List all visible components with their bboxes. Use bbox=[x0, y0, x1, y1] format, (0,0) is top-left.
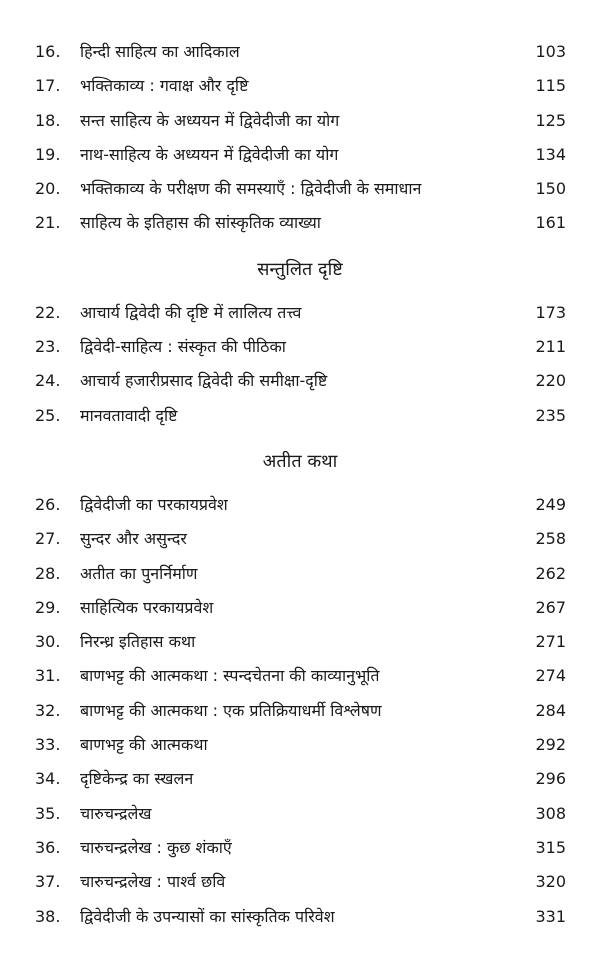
entry-page-number: 296 bbox=[535, 769, 566, 789]
toc-entry bbox=[0, 35, 600, 69]
entry-title: सन्त साहित्य के अध्ययन में द्विवेदीजी का योग bbox=[80, 110, 340, 130]
entry-number: 35. bbox=[35, 803, 61, 823]
toc-entry bbox=[0, 865, 600, 899]
entry-page-number: 103 bbox=[535, 42, 566, 61]
toc-entry bbox=[0, 694, 600, 728]
entry-page-number: 125 bbox=[535, 110, 566, 130]
entry-title: चारुचन्द्रलेख bbox=[80, 803, 152, 823]
toc-entry bbox=[0, 591, 600, 625]
entry-title: हिन्दी साहित्य का आदिकाल bbox=[80, 42, 240, 61]
toc-section bbox=[0, 445, 600, 934]
entry-page-number: 271 bbox=[535, 632, 566, 652]
toc-entry bbox=[0, 797, 600, 831]
toc-entry bbox=[0, 659, 600, 693]
entry-title: साहित्य के इतिहास की सांस्कृतिक व्याख्या bbox=[80, 213, 321, 233]
toc-entry bbox=[0, 488, 600, 522]
toc-entry bbox=[0, 831, 600, 865]
entry-number: 17. bbox=[35, 76, 61, 96]
entry-page-number: 315 bbox=[535, 837, 566, 857]
entry-page-number: 249 bbox=[535, 494, 566, 514]
entry-page-number: 274 bbox=[535, 666, 566, 686]
toc-entry bbox=[0, 138, 600, 172]
entry-title: चारुचन्द्रलेख : पार्श्व छवि bbox=[80, 872, 226, 892]
toc-entry bbox=[0, 728, 600, 762]
entry-page-number: 262 bbox=[535, 563, 566, 583]
entry-page-number: 161 bbox=[535, 213, 566, 233]
toc-entry bbox=[0, 172, 600, 206]
entry-title: द्विवेदी-साहित्य : संस्कृत की पीठिका bbox=[80, 337, 286, 357]
entry-page-number: 220 bbox=[535, 371, 566, 391]
entry-page-number: 150 bbox=[535, 179, 566, 199]
entry-number: 19. bbox=[35, 144, 61, 164]
entry-title: द्विवेदीजी के उपन्यासों का सांस्कृतिक परिवेश bbox=[80, 906, 335, 926]
entry-number: 26. bbox=[35, 494, 61, 514]
entry-number: 24. bbox=[35, 371, 61, 391]
entry-page-number: 211 bbox=[535, 337, 566, 357]
toc-entry bbox=[0, 625, 600, 659]
entry-title: बाणभट्ट की आत्मकथा bbox=[80, 735, 208, 755]
entry-number: 33. bbox=[35, 735, 61, 755]
toc-entry bbox=[0, 296, 600, 330]
entry-page-number: 173 bbox=[535, 302, 566, 322]
entry-title: मानवतावादी दृष्टि bbox=[80, 405, 178, 425]
entry-page-number: 292 bbox=[535, 735, 566, 755]
entry-title: आचार्य हजारीप्रसाद द्विवेदी की समीक्षा-दृष्टि bbox=[80, 371, 328, 391]
entry-page-number: 284 bbox=[535, 700, 566, 720]
entry-title: द्विवेदीजी का परकायप्रवेश bbox=[80, 494, 228, 514]
entry-number: 20. bbox=[35, 179, 61, 199]
entry-number: 27. bbox=[35, 529, 61, 549]
entry-number: 36. bbox=[35, 837, 61, 857]
entry-number: 28. bbox=[35, 563, 61, 583]
section-heading: सन्तुलित दृष्टि bbox=[257, 258, 343, 280]
entry-page-number: 331 bbox=[535, 906, 566, 926]
entry-number: 31. bbox=[35, 666, 61, 686]
entry-number: 21. bbox=[35, 213, 61, 233]
entry-title: भक्तिकाव्य के परीक्षण की समस्याएँ : द्विवेदीजी के समाधान bbox=[80, 179, 422, 199]
toc-section bbox=[0, 253, 600, 433]
entry-number: 30. bbox=[35, 632, 61, 652]
section-heading: अतीत कथा bbox=[262, 450, 338, 472]
entry-page-number: 258 bbox=[535, 529, 566, 549]
entry-number: 25. bbox=[35, 405, 61, 425]
entry-page-number: 134 bbox=[535, 144, 566, 164]
entry-title: नाथ-साहित्य के अध्ययन में द्विवेदीजी का योग bbox=[80, 144, 339, 164]
entry-number: 37. bbox=[35, 872, 61, 892]
entry-number: 34. bbox=[35, 769, 61, 789]
entry-number: 29. bbox=[35, 597, 61, 617]
entry-title: साहित्यिक परकायप्रवेश bbox=[80, 597, 214, 617]
table-of-contents bbox=[0, 35, 600, 934]
entry-number: 38. bbox=[35, 906, 61, 926]
toc-entry bbox=[0, 69, 600, 103]
entry-page-number: 235 bbox=[535, 405, 566, 425]
entry-page-number: 320 bbox=[535, 872, 566, 892]
entry-number: 22. bbox=[35, 302, 61, 322]
entry-number: 32. bbox=[35, 700, 61, 720]
entry-page-number: 308 bbox=[535, 803, 566, 823]
entry-title: आचार्य द्विवेदी की दृष्टि में लालित्य तत्त्व bbox=[80, 302, 302, 322]
toc-entry bbox=[0, 900, 600, 934]
toc-entry bbox=[0, 399, 600, 433]
toc-entry bbox=[0, 206, 600, 240]
entry-title: सुन्दर और असुन्दर bbox=[80, 529, 187, 549]
entry-title: बाणभट्ट की आत्मकथा : स्पन्दचेतना की काव्यानुभूति bbox=[80, 666, 380, 686]
toc-section bbox=[0, 35, 600, 241]
entry-title: बाणभट्ट की आत्मकथा : एक प्रतिक्रियाधर्मी विश्लेषण bbox=[80, 700, 382, 720]
toc-entry bbox=[0, 330, 600, 364]
toc-entry bbox=[0, 104, 600, 138]
entry-number: 23. bbox=[35, 337, 61, 357]
entry-number: 18. bbox=[35, 110, 61, 130]
entry-title: भक्तिकाव्य : गवाक्ष और दृष्टि bbox=[80, 76, 249, 96]
entry-page-number: 115 bbox=[535, 76, 566, 96]
toc-entry bbox=[0, 364, 600, 398]
entry-page-number: 267 bbox=[535, 597, 566, 617]
toc-entry bbox=[0, 557, 600, 591]
entry-title: चारुचन्द्रलेख : कुछ शंकाएँ bbox=[80, 837, 232, 857]
toc-entry bbox=[0, 522, 600, 556]
entry-title: दृष्टिकेन्द्र का स्खलन bbox=[80, 769, 194, 789]
toc-entry bbox=[0, 762, 600, 796]
entry-title: निरन्ध्र इतिहास कथा bbox=[80, 632, 196, 652]
entry-number: 16. bbox=[35, 42, 61, 61]
entry-title: अतीत का पुनर्निर्माण bbox=[80, 563, 198, 583]
